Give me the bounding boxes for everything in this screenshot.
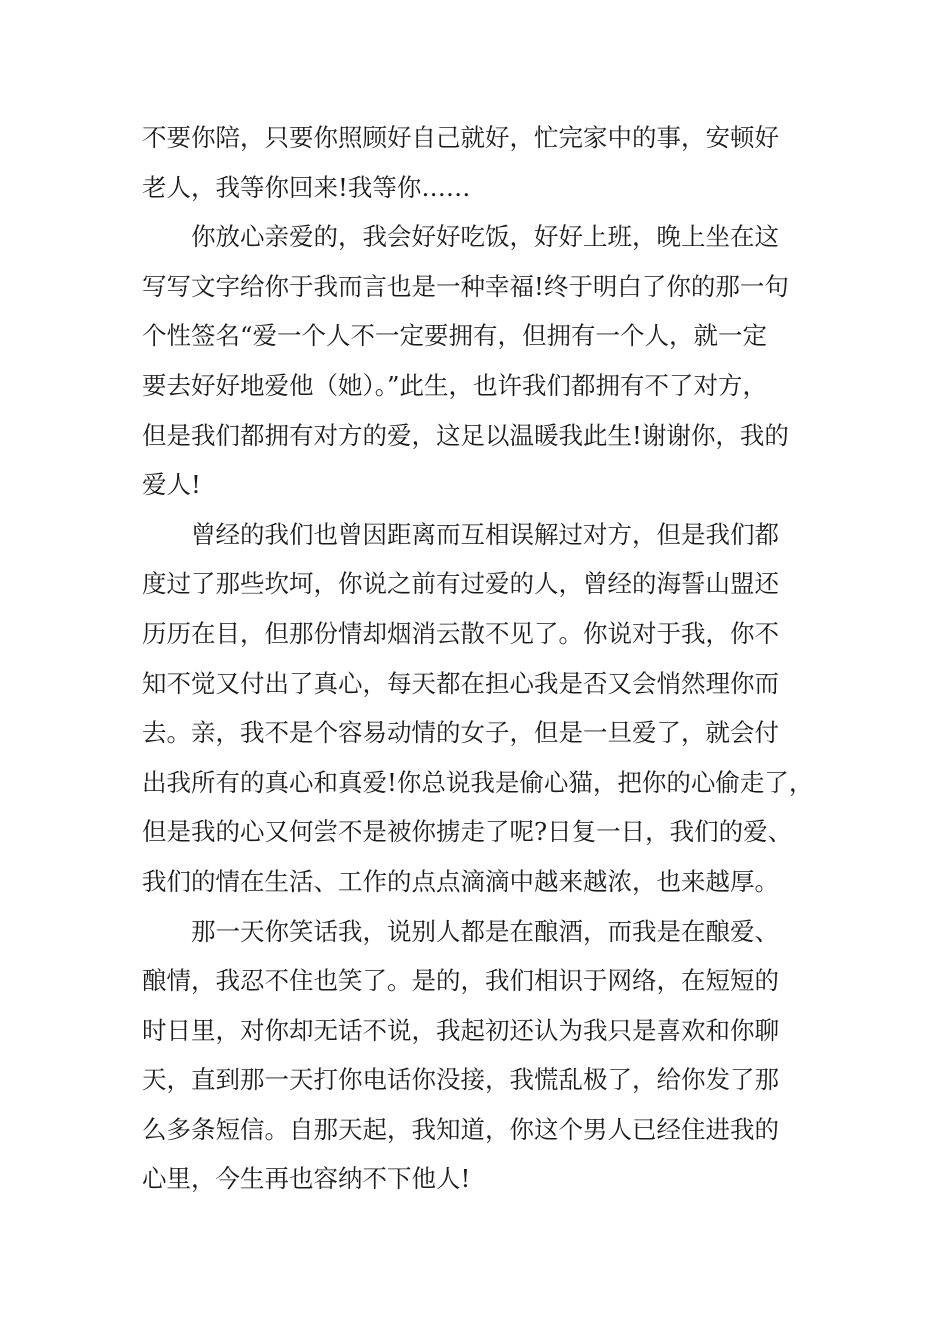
text-line: 酿情，我忍不住也笑了。是的，我们相识于网络，在短短的 <box>142 966 779 996</box>
text-line: 我们的情在生活、工作的点点滴滴中越来越浓，也来越厚。 <box>142 866 779 896</box>
paragraph-first-line: 那一天你笑话我，说别人都是在酿酒，而我是在酿爱、 <box>191 916 779 946</box>
text-line: 个性签名“爱一个人不一定要拥有，但拥有一个人，就一定 <box>142 321 768 351</box>
text-line: 要去好好地爱他（她）。”此生，也许我们都拥有不了对方， <box>142 370 768 400</box>
text-line: 去。亲，我不是个容易动情的女子，但是一旦爱了，就会付 <box>142 718 779 748</box>
text-line: 不要你陪，只要你照顾好自己就好，忙完家中的事，安顿好 <box>142 123 779 152</box>
text-line: 度过了那些坎坷，你说之前有过爱的人，曾经的海誓山盟还 <box>142 569 779 599</box>
paragraph-first-line: 你放心亲爱的，我会好好吃饭，好好上班，晚上坐在这 <box>191 222 779 252</box>
body-text <box>142 113 832 1204</box>
text-line: 心里，今生再也容纳不下他人! <box>142 1164 471 1194</box>
text-line: 但是我们都拥有对方的爱，这足以温暖我此生!谢谢你，我的 <box>142 420 789 450</box>
text-line: 么多条短信。自那天起，我知道，你这个男人已经住进我的 <box>142 1114 779 1144</box>
text-line: 写写文字给你于我而言也是一种幸福!终于明白了你的那一句 <box>142 271 789 301</box>
text-line: 出我所有的真心和真爱!你总说我是偷心猫，把你的心偷走了， <box>142 767 814 797</box>
paragraph-first-line: 曾经的我们也曾因距离而互相误解过对方，但是我们都 <box>191 519 779 549</box>
text-line: 老人，我等你回来!我等你…… <box>142 172 471 202</box>
text-line: 时日里，对你却无话不说，我起初还认为我只是喜欢和你聊 <box>142 1015 779 1045</box>
text-line: 历历在目，但那份情却烟消云散不见了。你说对于我，你不 <box>142 618 779 648</box>
text-line: 爱人! <box>142 470 201 500</box>
text-line: 但是我的心又何尝不是被你掳走了呢?日复一日，我们的爱、 <box>142 817 793 847</box>
text-line: 天，直到那一天打你电话你没接，我慌乱极了，给你发了那 <box>142 1065 779 1095</box>
text-line: 知不觉又付出了真心，每天都在担心我是否又会悄然理你而 <box>142 668 779 698</box>
